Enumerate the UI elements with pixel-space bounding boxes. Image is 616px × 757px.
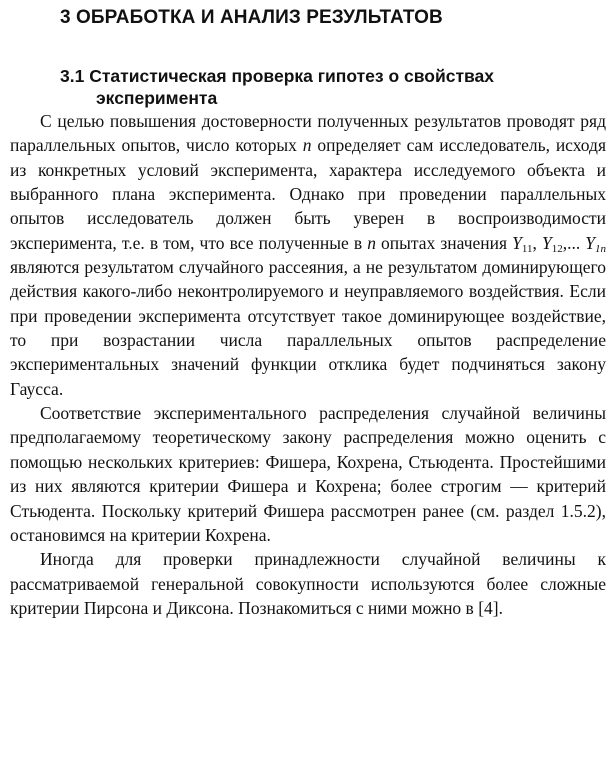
variable-y: Y xyxy=(512,232,522,253)
variable-y: Y xyxy=(541,232,552,253)
subscript: 12 xyxy=(551,242,563,255)
chapter-title: 3 ОБРАБОТКА И АНАЛИЗ РЕЗУЛЬТАТОВ xyxy=(60,7,443,28)
paragraph-1 xyxy=(10,109,606,401)
paragraph-1-part-d: являются результатом случайного рассеяния, а не результатом доминирующего действия какого-либо неконтролируемого и неуправляемого воздействия. Если при проведении эксперимента отсутствует такое доминирующее воздействие, то при возрастании числа параллельных опытов распределение экспериментальных значений функции отклика будет подчиняться закону Гаусса. xyxy=(10,257,606,399)
paragraph-1-part-b: определяет сам исследователь, исходя из конкретных условий эксперимента, характера исследуемого объекта и выбранного плана эксперимента. Однако при проведении параллельных опытов исследователь должен быть уверен в воспроизводимости эксперимента, т.е. в том, что все полученные в xyxy=(10,135,607,253)
separator: ,... xyxy=(562,232,586,253)
body-text xyxy=(10,109,606,620)
paragraph-1-part-a: С целью повышения достоверности полученных результатов проводят ряд параллельных опытов, число которых xyxy=(10,111,606,156)
section-title: 3.1 Статистическая проверка гипотез о свойствах эксперимента xyxy=(60,66,495,108)
separator: , xyxy=(532,232,542,253)
paragraph-3: Иногда для проверки принадлежности случайной величины к рассматриваемой генеральной совокупности используются более сложные критерии Пирсона и Диксона. Познакомиться с ними можно в [4]. xyxy=(10,549,606,618)
paragraph-2: Соответствие экспериментального распределения случайной величины предполагаемому теоретическому закону распределения можно оценить с помощью нескольких критериев: Фишера, Кохрена, Стьюдента. Простейшими из них являются критерии Фишера и Кохрена; более строгим — критерий Стьюдента. Поскольку критерий Фишера рассмотрен ранее (см. раздел 1.5.2), остановимся на критерии Кохрена. xyxy=(10,403,606,545)
subscript: 1n xyxy=(595,242,607,255)
variable-n: n xyxy=(367,232,376,253)
subscript: 11 xyxy=(521,242,533,255)
paragraph-1-part-c: опытах значения xyxy=(375,232,513,253)
variable-y: Y xyxy=(585,232,596,253)
variable-n: n xyxy=(302,135,312,156)
